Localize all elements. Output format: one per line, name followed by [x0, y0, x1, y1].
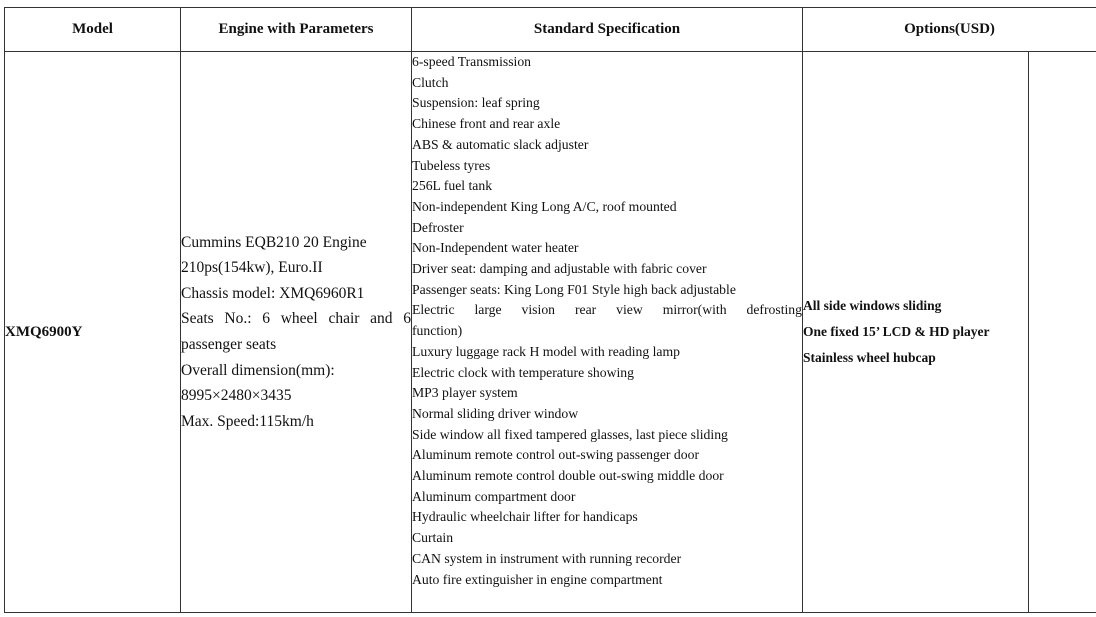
engine-line: passenger seats — [181, 336, 277, 353]
spec-line: Tubeless tyres — [412, 157, 491, 173]
option-line: Stainless wheel hubcap — [803, 350, 936, 365]
spec-line: Aluminum compartment door — [412, 488, 576, 504]
engine-cell — [181, 52, 412, 613]
spec-line: Chinese front and rear axle — [412, 116, 561, 132]
option-line: One fixed 15’ LCD & HD player — [803, 324, 990, 339]
engine-line: Max. Speed:115km/h — [181, 412, 314, 430]
spec-line: Electric large vision rear view mirror(with defrosting — [412, 302, 802, 318]
spec-line: Non-independent King Long A/C, roof mounted — [412, 198, 677, 214]
header-model: Model — [5, 8, 181, 52]
options-cell — [803, 52, 1029, 613]
model-cell: XMQ6900Y — [5, 52, 181, 613]
engine-line: Chassis model: XMQ6960R1 — [181, 284, 365, 302]
table-row — [5, 52, 1096, 613]
spec-line: Driver seat: damping and adjustable with fabric cover — [412, 261, 707, 277]
spec-line: Clutch — [412, 74, 449, 90]
spec-line: Auto fire extinguisher in engine compartment — [412, 571, 663, 587]
spec-line: Curtain — [412, 530, 454, 546]
price-cell — [1029, 52, 1096, 613]
spec-line: Luxury luggage rack H model with reading lamp — [412, 343, 680, 359]
engine-line: 8995×2480×3435 — [181, 387, 292, 405]
engine-line: Cummins EQB210 20 Engine — [181, 233, 367, 251]
header-standard: Standard Specification — [412, 8, 803, 52]
spec-line: Hydraulic wheelchair lifter for handicaps — [412, 509, 638, 525]
header-options: Options(USD) — [803, 8, 1096, 52]
spec-line: function) — [412, 323, 463, 339]
spec-table — [4, 7, 1096, 613]
spec-line: Electric clock with temperature showing — [412, 364, 634, 380]
spec-line: Aluminum remote control double out-swing middle door — [412, 468, 724, 484]
spec-line: ABS & automatic slack adjuster — [412, 136, 589, 152]
engine-line: Seats No.: 6 wheel chair and 6 — [181, 310, 411, 328]
spec-line: Side window all fixed tampered glasses, last piece sliding — [412, 426, 728, 442]
header-engine: Engine with Parameters — [181, 8, 412, 52]
spec-line: Normal sliding driver window — [412, 405, 579, 421]
spec-line: CAN system in instrument with running recorder — [412, 550, 682, 566]
spec-line: Defroster — [412, 219, 464, 235]
spec-line: MP3 player system — [412, 385, 518, 401]
spec-line: Passenger seats: King Long F01 Style high back adjustable — [412, 281, 736, 297]
standard-cell — [412, 52, 803, 613]
option-line: All side windows sliding — [803, 298, 942, 313]
engine-line: Overall dimension(mm): — [181, 361, 335, 379]
spec-line: Suspension: leaf spring — [412, 95, 540, 111]
engine-line: 210ps(154kw), Euro.II — [181, 259, 323, 277]
spec-line: Aluminum remote control out-swing passenger door — [412, 447, 700, 463]
spec-line: 6-speed Transmission — [412, 54, 532, 69]
header-row — [5, 8, 1096, 52]
spec-line: 256L fuel tank — [412, 178, 493, 194]
spec-line: Non-Independent water heater — [412, 240, 579, 256]
